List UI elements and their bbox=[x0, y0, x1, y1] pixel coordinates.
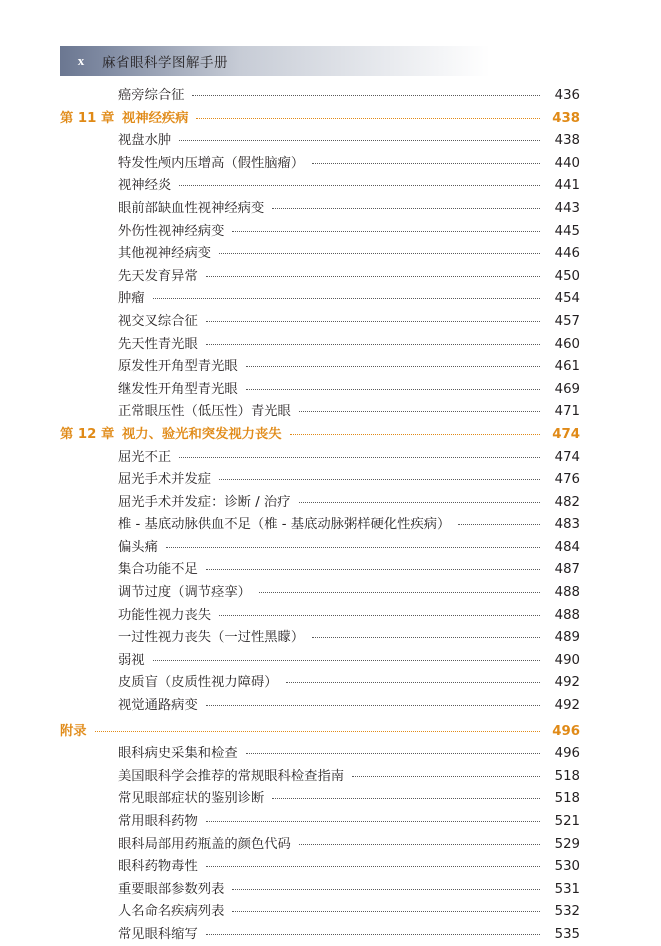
toc-leader-dots bbox=[299, 502, 541, 503]
toc-entry-label: 先天发育异常 bbox=[118, 268, 198, 284]
toc-entry-label: 肿瘤 bbox=[118, 291, 145, 307]
toc-leader-dots bbox=[179, 140, 540, 141]
toc-entry-label: 先天性青光眼 bbox=[118, 336, 198, 352]
running-header bbox=[60, 46, 605, 76]
toc-entry-label bbox=[60, 107, 188, 126]
toc-appendix-row[interactable] bbox=[60, 720, 580, 743]
toc-leader-dots bbox=[166, 547, 540, 548]
toc-entry-label: 弱视 bbox=[118, 652, 145, 668]
toc-entry-row[interactable] bbox=[60, 900, 580, 923]
toc-entry-label: 常用眼科药物 bbox=[118, 814, 198, 829]
toc-entry-label: 人名命名疾病列表 bbox=[118, 904, 225, 920]
toc-entry-label: 视神经炎 bbox=[118, 178, 172, 194]
toc-page-number: 492 bbox=[554, 675, 580, 691]
toc-entry-label: 美国眼科学会推荐的常规眼科检查指南 bbox=[118, 768, 345, 784]
toc-entry-label: 屈光手术并发症：诊断 / 治疗 bbox=[118, 494, 291, 510]
toc-entry-label: 一过性视力丧失（一过性黑矇） bbox=[118, 630, 305, 646]
toc-entry-label: 常见眼科缩写 bbox=[118, 926, 198, 942]
toc-entry-row[interactable] bbox=[60, 129, 580, 152]
toc-page-number: 450 bbox=[554, 268, 580, 284]
toc-page-number: 461 bbox=[554, 359, 580, 375]
toc-entry-row[interactable] bbox=[60, 446, 580, 469]
toc-leader-dots bbox=[272, 208, 540, 209]
toc-entry-row[interactable] bbox=[60, 694, 580, 717]
toc-entry-row[interactable] bbox=[60, 242, 580, 265]
toc-leader-dots bbox=[299, 844, 540, 845]
toc-entry-row[interactable] bbox=[60, 765, 580, 788]
toc-page-number: 446 bbox=[554, 246, 580, 262]
toc-entry-label: 外伤性视神经病变 bbox=[118, 223, 225, 239]
toc-page-number: 476 bbox=[554, 472, 580, 488]
toc-entry-row[interactable] bbox=[60, 671, 580, 694]
toc-entry-row[interactable] bbox=[60, 604, 580, 627]
toc-entry-row[interactable] bbox=[60, 333, 580, 356]
toc-entry-row[interactable] bbox=[60, 310, 580, 333]
toc-entry-row[interactable] bbox=[60, 536, 580, 559]
toc-entry-label: 眼科局部用药瓶盖的颜色代码 bbox=[118, 836, 291, 852]
toc-page-number: 460 bbox=[554, 336, 580, 352]
toc-page-number: 436 bbox=[554, 88, 580, 103]
toc-entry-row[interactable] bbox=[60, 878, 580, 901]
toc-entry-label: 继发性开角型青光眼 bbox=[118, 381, 238, 397]
toc-entry-label: 偏头痛 bbox=[118, 539, 158, 555]
toc-entry-row[interactable] bbox=[60, 197, 580, 220]
toc-entry-row[interactable] bbox=[60, 581, 580, 604]
toc-entry-row[interactable] bbox=[60, 810, 580, 833]
toc-page-number: 445 bbox=[554, 223, 580, 239]
toc-page-number: 484 bbox=[554, 539, 580, 555]
toc-leader-dots bbox=[246, 753, 540, 754]
book-title: 麻省眼科学图解手册 bbox=[102, 55, 228, 71]
toc-entry-label: 视交叉综合征 bbox=[118, 313, 198, 329]
toc-entry-label: 癌旁综合征 bbox=[118, 88, 185, 103]
toc-chapter-row[interactable] bbox=[60, 423, 580, 446]
toc-entry-label: 屈光不正 bbox=[118, 449, 172, 465]
toc-page-number: 496 bbox=[552, 723, 580, 739]
toc-entry-label: 视觉通路病变 bbox=[118, 698, 198, 714]
toc-leader-dots bbox=[206, 569, 540, 570]
toc-entry-row[interactable] bbox=[60, 787, 580, 810]
toc-leader-dots bbox=[312, 163, 540, 164]
toc-leader-dots bbox=[290, 434, 540, 435]
toc-entry-row[interactable] bbox=[60, 468, 580, 491]
toc-page-number: 488 bbox=[554, 585, 580, 601]
toc-leader-dots bbox=[95, 731, 540, 732]
toc-leader-dots bbox=[232, 889, 540, 890]
toc-leader-dots bbox=[206, 276, 540, 277]
toc-leader-dots bbox=[206, 344, 540, 345]
toc-page-number: 438 bbox=[552, 110, 580, 126]
toc-page-number: 474 bbox=[552, 426, 580, 442]
toc-leader-dots bbox=[179, 457, 540, 458]
toc-entry-row[interactable] bbox=[60, 558, 580, 581]
toc-page-number: 474 bbox=[554, 449, 580, 465]
toc-page-number: 496 bbox=[554, 746, 580, 762]
toc-entry-label: 功能性视力丧失 bbox=[118, 607, 212, 623]
toc-leader-dots bbox=[206, 705, 540, 706]
toc-leader-dots bbox=[153, 660, 540, 661]
toc-entry-label: 特发性颅内压增高（假性脑瘤） bbox=[118, 155, 305, 171]
toc-leader-dots bbox=[286, 682, 540, 683]
toc-page-number: 440 bbox=[554, 155, 580, 171]
toc-leader-dots bbox=[259, 592, 540, 593]
toc-page-number: 482 bbox=[554, 494, 580, 510]
toc-entry-row[interactable] bbox=[60, 174, 580, 197]
toc-leader-dots bbox=[206, 934, 540, 935]
toc-entry-row[interactable] bbox=[60, 378, 580, 401]
toc-page-number: 469 bbox=[554, 381, 580, 397]
toc-chapter-number: 第 11 章 bbox=[60, 110, 115, 126]
toc-leader-dots bbox=[299, 411, 540, 412]
table-of-contents bbox=[60, 84, 580, 946]
toc-entry-row[interactable] bbox=[60, 287, 580, 310]
toc-page-number: 443 bbox=[554, 200, 580, 216]
toc-entry-row[interactable] bbox=[60, 649, 580, 672]
toc-leader-dots bbox=[272, 798, 540, 799]
toc-page-number: 492 bbox=[554, 698, 580, 714]
toc-page-number: 488 bbox=[554, 607, 580, 623]
toc-page-number: 438 bbox=[554, 133, 580, 149]
toc-chapter-name: 视力、验光和突发视力丧失 bbox=[122, 426, 282, 442]
toc-page-number: 457 bbox=[554, 313, 580, 329]
toc-entry-row[interactable] bbox=[60, 491, 580, 514]
toc-entry-label: 重要眼部参数列表 bbox=[118, 881, 225, 897]
toc-chapter-row[interactable] bbox=[60, 107, 580, 130]
toc-entry-label: 眼科药物毒性 bbox=[118, 859, 198, 875]
toc-entry-row[interactable] bbox=[60, 152, 580, 175]
toc-entry-label: 其他视神经病变 bbox=[118, 246, 212, 262]
page-folio: x bbox=[77, 53, 85, 68]
toc-entry-row[interactable] bbox=[60, 923, 580, 946]
toc-page-number: 483 bbox=[554, 517, 580, 533]
toc-entry-label: 视盘水肿 bbox=[118, 133, 172, 149]
toc-entry-label: 正常眼压性（低压性）青光眼 bbox=[118, 404, 291, 420]
toc-entry-row[interactable] bbox=[60, 84, 580, 107]
toc-page-number: 518 bbox=[554, 791, 580, 807]
toc-page-number: 490 bbox=[554, 652, 580, 668]
toc-leader-dots bbox=[246, 389, 540, 390]
toc-entry-label: 调节过度（调节痉挛） bbox=[118, 585, 251, 601]
toc-entry-label: 屈光手术并发症 bbox=[118, 472, 212, 488]
toc-page-number: 454 bbox=[554, 291, 580, 307]
toc-leader-dots bbox=[352, 776, 540, 777]
toc-entry-row[interactable] bbox=[60, 220, 580, 243]
toc-page-number: 489 bbox=[554, 630, 580, 646]
toc-chapter-number: 第 12 章 bbox=[60, 426, 115, 442]
toc-leader-dots bbox=[179, 185, 540, 186]
toc-leader-dots bbox=[246, 366, 540, 367]
toc-leader-dots bbox=[458, 524, 540, 525]
toc-page-number: 535 bbox=[554, 926, 580, 942]
toc-page-number: 487 bbox=[554, 562, 580, 578]
toc-page-number: 532 bbox=[554, 904, 580, 920]
toc-entry-row[interactable] bbox=[60, 742, 580, 765]
toc-page-number: 529 bbox=[554, 836, 580, 852]
toc-leader-dots bbox=[153, 298, 540, 299]
toc-page-number: 518 bbox=[554, 768, 580, 784]
toc-entry-row[interactable] bbox=[60, 833, 580, 856]
toc-leader-dots bbox=[219, 615, 540, 616]
toc-entry-row[interactable] bbox=[60, 626, 580, 649]
toc-page-number: 441 bbox=[554, 178, 580, 194]
toc-leader-dots bbox=[206, 821, 540, 822]
toc-leader-dots bbox=[206, 321, 540, 322]
toc-page-number: 471 bbox=[554, 404, 580, 420]
toc-leader-dots bbox=[232, 231, 540, 232]
toc-entry-row[interactable] bbox=[60, 513, 580, 536]
toc-leader-dots bbox=[206, 866, 540, 867]
toc-leader-dots bbox=[219, 479, 540, 480]
toc-entry-label: 椎 - 基底动脉供血不足（椎 - 基底动脉粥样硬化性疾病） bbox=[118, 517, 451, 533]
toc-entry-row[interactable] bbox=[60, 265, 580, 288]
toc-page-number: 530 bbox=[554, 859, 580, 875]
toc-entry-label: 眼科病史采集和检查 bbox=[118, 746, 238, 762]
toc-entry-label bbox=[60, 423, 282, 442]
toc-entry-row[interactable] bbox=[60, 355, 580, 378]
toc-entry-label: 眼前部缺血性视神经病变 bbox=[118, 200, 265, 216]
toc-entry-label: 原发性开角型青光眼 bbox=[118, 359, 238, 375]
toc-leader-dots bbox=[196, 118, 540, 119]
toc-page-number: 531 bbox=[554, 881, 580, 897]
toc-page-number: 521 bbox=[554, 814, 580, 829]
toc-leader-dots bbox=[312, 637, 540, 638]
toc-entry-label: 附录 bbox=[60, 723, 87, 739]
toc-entry-label: 集合功能不足 bbox=[118, 562, 198, 578]
toc-leader-dots bbox=[192, 95, 540, 96]
toc-entry-label: 皮质盲（皮质性视力障碍） bbox=[118, 675, 278, 691]
toc-entry-label: 常见眼部症状的鉴别诊断 bbox=[118, 791, 265, 807]
toc-leader-dots bbox=[232, 911, 540, 912]
toc-leader-dots bbox=[219, 253, 540, 254]
toc-chapter-name: 视神经疾病 bbox=[122, 110, 189, 126]
toc-entry-row[interactable] bbox=[60, 400, 580, 423]
toc-entry-row[interactable] bbox=[60, 855, 580, 878]
